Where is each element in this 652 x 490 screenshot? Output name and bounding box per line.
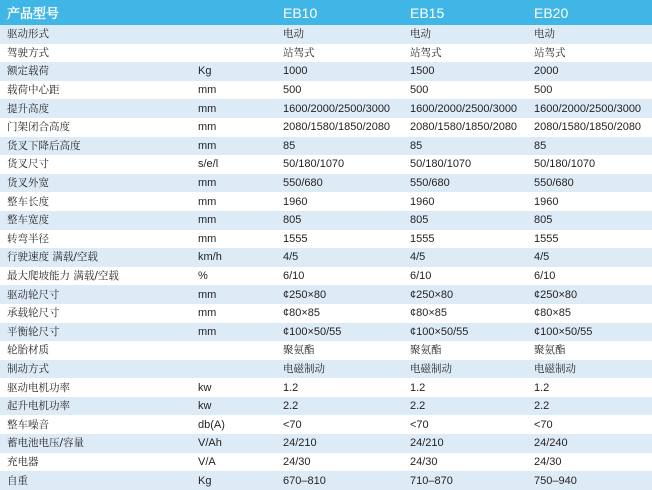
value-eb20: 1.2 bbox=[534, 381, 550, 394]
table-row bbox=[0, 285, 652, 304]
table-row bbox=[0, 397, 652, 416]
param-unit: mm bbox=[198, 102, 217, 115]
param-unit bbox=[198, 44, 283, 63]
value-eb10: 50/180/1070 bbox=[283, 158, 345, 171]
param-name: 额定载荷 bbox=[7, 65, 49, 78]
value-eb15: ¢100×50/55 bbox=[410, 325, 469, 338]
table-row bbox=[0, 211, 652, 230]
table-row bbox=[0, 341, 652, 360]
param-name: 平衡轮尺寸 bbox=[7, 325, 60, 338]
value-eb15: 24/210 bbox=[410, 437, 444, 450]
param-name: 蓄电池电压/容量 bbox=[7, 437, 85, 450]
value-eb15: 聚氨酯 bbox=[410, 344, 442, 357]
value-eb10: 电动 bbox=[283, 28, 304, 41]
value-eb10: 2.2 bbox=[283, 400, 299, 413]
value-eb15: 550/680 bbox=[410, 177, 450, 190]
param-unit: db(A) bbox=[198, 418, 225, 431]
value-eb10: 1.2 bbox=[283, 381, 299, 394]
value-eb10: 站驾式 bbox=[283, 46, 315, 59]
value-eb10: 500 bbox=[283, 84, 302, 97]
header-model-eb10: EB10 bbox=[283, 4, 318, 21]
param-unit: kw bbox=[198, 381, 212, 394]
value-eb15: <70 bbox=[410, 418, 429, 431]
param-name: 最大爬坡能力 满载/空载 bbox=[7, 270, 119, 283]
value-eb10: ¢80×85 bbox=[283, 307, 321, 320]
table-row bbox=[0, 44, 652, 63]
value-eb10: <70 bbox=[283, 418, 302, 431]
param-name: 驱动形式 bbox=[7, 28, 49, 41]
param-name: 门架闭合高度 bbox=[7, 121, 70, 134]
table-row bbox=[0, 62, 652, 81]
value-eb10: 1960 bbox=[283, 195, 308, 208]
table-row bbox=[0, 304, 652, 323]
value-eb10: 805 bbox=[283, 214, 302, 227]
param-unit: Kg bbox=[198, 474, 212, 487]
table-row bbox=[0, 118, 652, 137]
value-eb10: 6/10 bbox=[283, 270, 305, 283]
table-row bbox=[0, 415, 652, 434]
param-unit: % bbox=[198, 270, 208, 283]
table-row bbox=[0, 137, 652, 156]
param-unit: mm bbox=[198, 214, 217, 227]
value-eb10: 4/5 bbox=[283, 251, 299, 264]
value-eb20: 50/180/1070 bbox=[534, 158, 596, 171]
param-unit bbox=[198, 360, 283, 379]
table-row bbox=[0, 471, 652, 490]
value-eb20: ¢100×50/55 bbox=[534, 325, 593, 338]
value-eb15: 2.2 bbox=[410, 400, 426, 413]
value-eb15: 24/30 bbox=[410, 455, 438, 468]
table-row bbox=[0, 434, 652, 453]
table-row bbox=[0, 323, 652, 342]
table-row bbox=[0, 267, 652, 286]
header-unit-cell bbox=[198, 0, 283, 25]
value-eb15: ¢80×85 bbox=[410, 307, 448, 320]
value-eb10: 550/680 bbox=[283, 177, 323, 190]
param-unit: mm bbox=[198, 139, 217, 152]
table-row bbox=[0, 192, 652, 211]
param-unit: mm bbox=[198, 307, 217, 320]
table-row bbox=[0, 155, 652, 174]
value-eb20: 2.2 bbox=[534, 400, 550, 413]
param-name: 驾驶方式 bbox=[7, 46, 49, 59]
table-row bbox=[0, 99, 652, 118]
header-row bbox=[0, 0, 652, 25]
param-name: 货叉下降后高度 bbox=[7, 139, 81, 152]
table-row bbox=[0, 248, 652, 267]
param-name: 货叉尺寸 bbox=[7, 158, 49, 171]
value-eb15: 电磁制动 bbox=[410, 362, 452, 375]
value-eb20: ¢250×80 bbox=[534, 288, 578, 301]
value-eb10: 1600/2000/2500/3000 bbox=[283, 102, 391, 115]
value-eb10: 24/210 bbox=[283, 437, 317, 450]
value-eb10: ¢100×50/55 bbox=[283, 325, 342, 338]
value-eb20: 2000 bbox=[534, 65, 559, 78]
value-eb20: 1555 bbox=[534, 232, 559, 245]
param-name: 整车宽度 bbox=[7, 214, 49, 227]
param-name: 驱动电机功率 bbox=[7, 381, 70, 394]
value-eb20: 805 bbox=[534, 214, 553, 227]
value-eb10: 电磁制动 bbox=[283, 362, 325, 375]
value-eb15: 50/180/1070 bbox=[410, 158, 472, 171]
value-eb15: 站驾式 bbox=[410, 46, 442, 59]
param-name: 驱动轮尺寸 bbox=[7, 288, 60, 301]
param-name: 载荷中心距 bbox=[7, 84, 60, 97]
value-eb10: 670–810 bbox=[283, 474, 326, 487]
value-eb20: 2080/1580/1850/2080 bbox=[534, 121, 642, 134]
value-eb20: 聚氨酯 bbox=[534, 344, 566, 357]
value-eb20: 500 bbox=[534, 84, 553, 97]
header-model-eb20: EB20 bbox=[534, 4, 569, 21]
value-eb20: 1960 bbox=[534, 195, 559, 208]
param-name: 制动方式 bbox=[7, 362, 49, 375]
param-unit: Kg bbox=[198, 65, 212, 78]
value-eb15: 2080/1580/1850/2080 bbox=[410, 121, 518, 134]
param-unit bbox=[198, 25, 283, 44]
value-eb10: 1555 bbox=[283, 232, 308, 245]
value-eb20: 550/680 bbox=[534, 177, 574, 190]
value-eb20: 24/240 bbox=[534, 437, 568, 450]
param-unit: mm bbox=[198, 195, 217, 208]
value-eb20: 电动 bbox=[534, 28, 555, 41]
value-eb20: 4/5 bbox=[534, 251, 550, 264]
value-eb15: 1.2 bbox=[410, 381, 426, 394]
param-name: 整车长度 bbox=[7, 195, 49, 208]
param-name: 整车噪音 bbox=[7, 418, 49, 431]
table-row bbox=[0, 453, 652, 472]
value-eb15: ¢250×80 bbox=[410, 288, 454, 301]
value-eb15: 710–870 bbox=[410, 474, 453, 487]
param-unit: s/e/l bbox=[198, 158, 219, 171]
value-eb10: 85 bbox=[283, 139, 296, 152]
header-product-model-label: 产品型号 bbox=[7, 6, 60, 21]
param-unit: V/A bbox=[198, 455, 216, 468]
param-name: 轮胎材质 bbox=[7, 344, 49, 357]
spec-table-body bbox=[0, 25, 652, 490]
value-eb20: 750–940 bbox=[534, 474, 577, 487]
value-eb10: 24/30 bbox=[283, 455, 311, 468]
param-unit bbox=[198, 341, 283, 360]
param-unit: km/h bbox=[198, 251, 222, 264]
param-name: 行驶速度 满载/空载 bbox=[7, 251, 98, 264]
table-row bbox=[0, 230, 652, 249]
value-eb20: <70 bbox=[534, 418, 553, 431]
value-eb10: 2080/1580/1850/2080 bbox=[283, 121, 391, 134]
param-name: 货叉外宽 bbox=[7, 177, 49, 190]
value-eb15: 1555 bbox=[410, 232, 435, 245]
table-row bbox=[0, 360, 652, 379]
param-unit: mm bbox=[198, 177, 217, 190]
value-eb20: 24/30 bbox=[534, 455, 562, 468]
value-eb10: ¢250×80 bbox=[283, 288, 327, 301]
value-eb10: 1000 bbox=[283, 65, 308, 78]
value-eb20: 1600/2000/2500/3000 bbox=[534, 102, 642, 115]
param-unit: V/Ah bbox=[198, 437, 222, 450]
table-row bbox=[0, 378, 652, 397]
spec-table-header bbox=[0, 0, 652, 25]
value-eb20: ¢80×85 bbox=[534, 307, 572, 320]
param-name: 承载轮尺寸 bbox=[7, 307, 60, 320]
param-unit: mm bbox=[198, 121, 217, 134]
value-eb10: 聚氨酯 bbox=[283, 344, 315, 357]
param-name: 自重 bbox=[7, 474, 28, 487]
param-name: 起升电机功率 bbox=[7, 400, 70, 413]
value-eb15: 85 bbox=[410, 139, 423, 152]
param-name: 充电器 bbox=[7, 455, 39, 468]
value-eb20: 电磁制动 bbox=[534, 362, 576, 375]
value-eb15: 1960 bbox=[410, 195, 435, 208]
value-eb15: 1500 bbox=[410, 65, 435, 78]
param-unit: mm bbox=[198, 84, 217, 97]
header-model-eb15: EB15 bbox=[410, 4, 445, 21]
value-eb15: 电动 bbox=[410, 28, 431, 41]
param-name: 转弯半径 bbox=[7, 232, 49, 245]
value-eb20: 85 bbox=[534, 139, 547, 152]
table-row bbox=[0, 25, 652, 44]
table-row bbox=[0, 81, 652, 100]
value-eb15: 805 bbox=[410, 214, 429, 227]
param-unit: mm bbox=[198, 325, 217, 338]
value-eb15: 4/5 bbox=[410, 251, 426, 264]
value-eb20: 站驾式 bbox=[534, 46, 566, 59]
param-unit: kw bbox=[198, 400, 212, 413]
param-unit: mm bbox=[198, 288, 217, 301]
param-unit: mm bbox=[198, 232, 217, 245]
value-eb20: 6/10 bbox=[534, 270, 556, 283]
value-eb15: 6/10 bbox=[410, 270, 432, 283]
value-eb15: 500 bbox=[410, 84, 429, 97]
table-row bbox=[0, 174, 652, 193]
param-name: 提升高度 bbox=[7, 102, 49, 115]
value-eb15: 1600/2000/2500/3000 bbox=[410, 102, 518, 115]
